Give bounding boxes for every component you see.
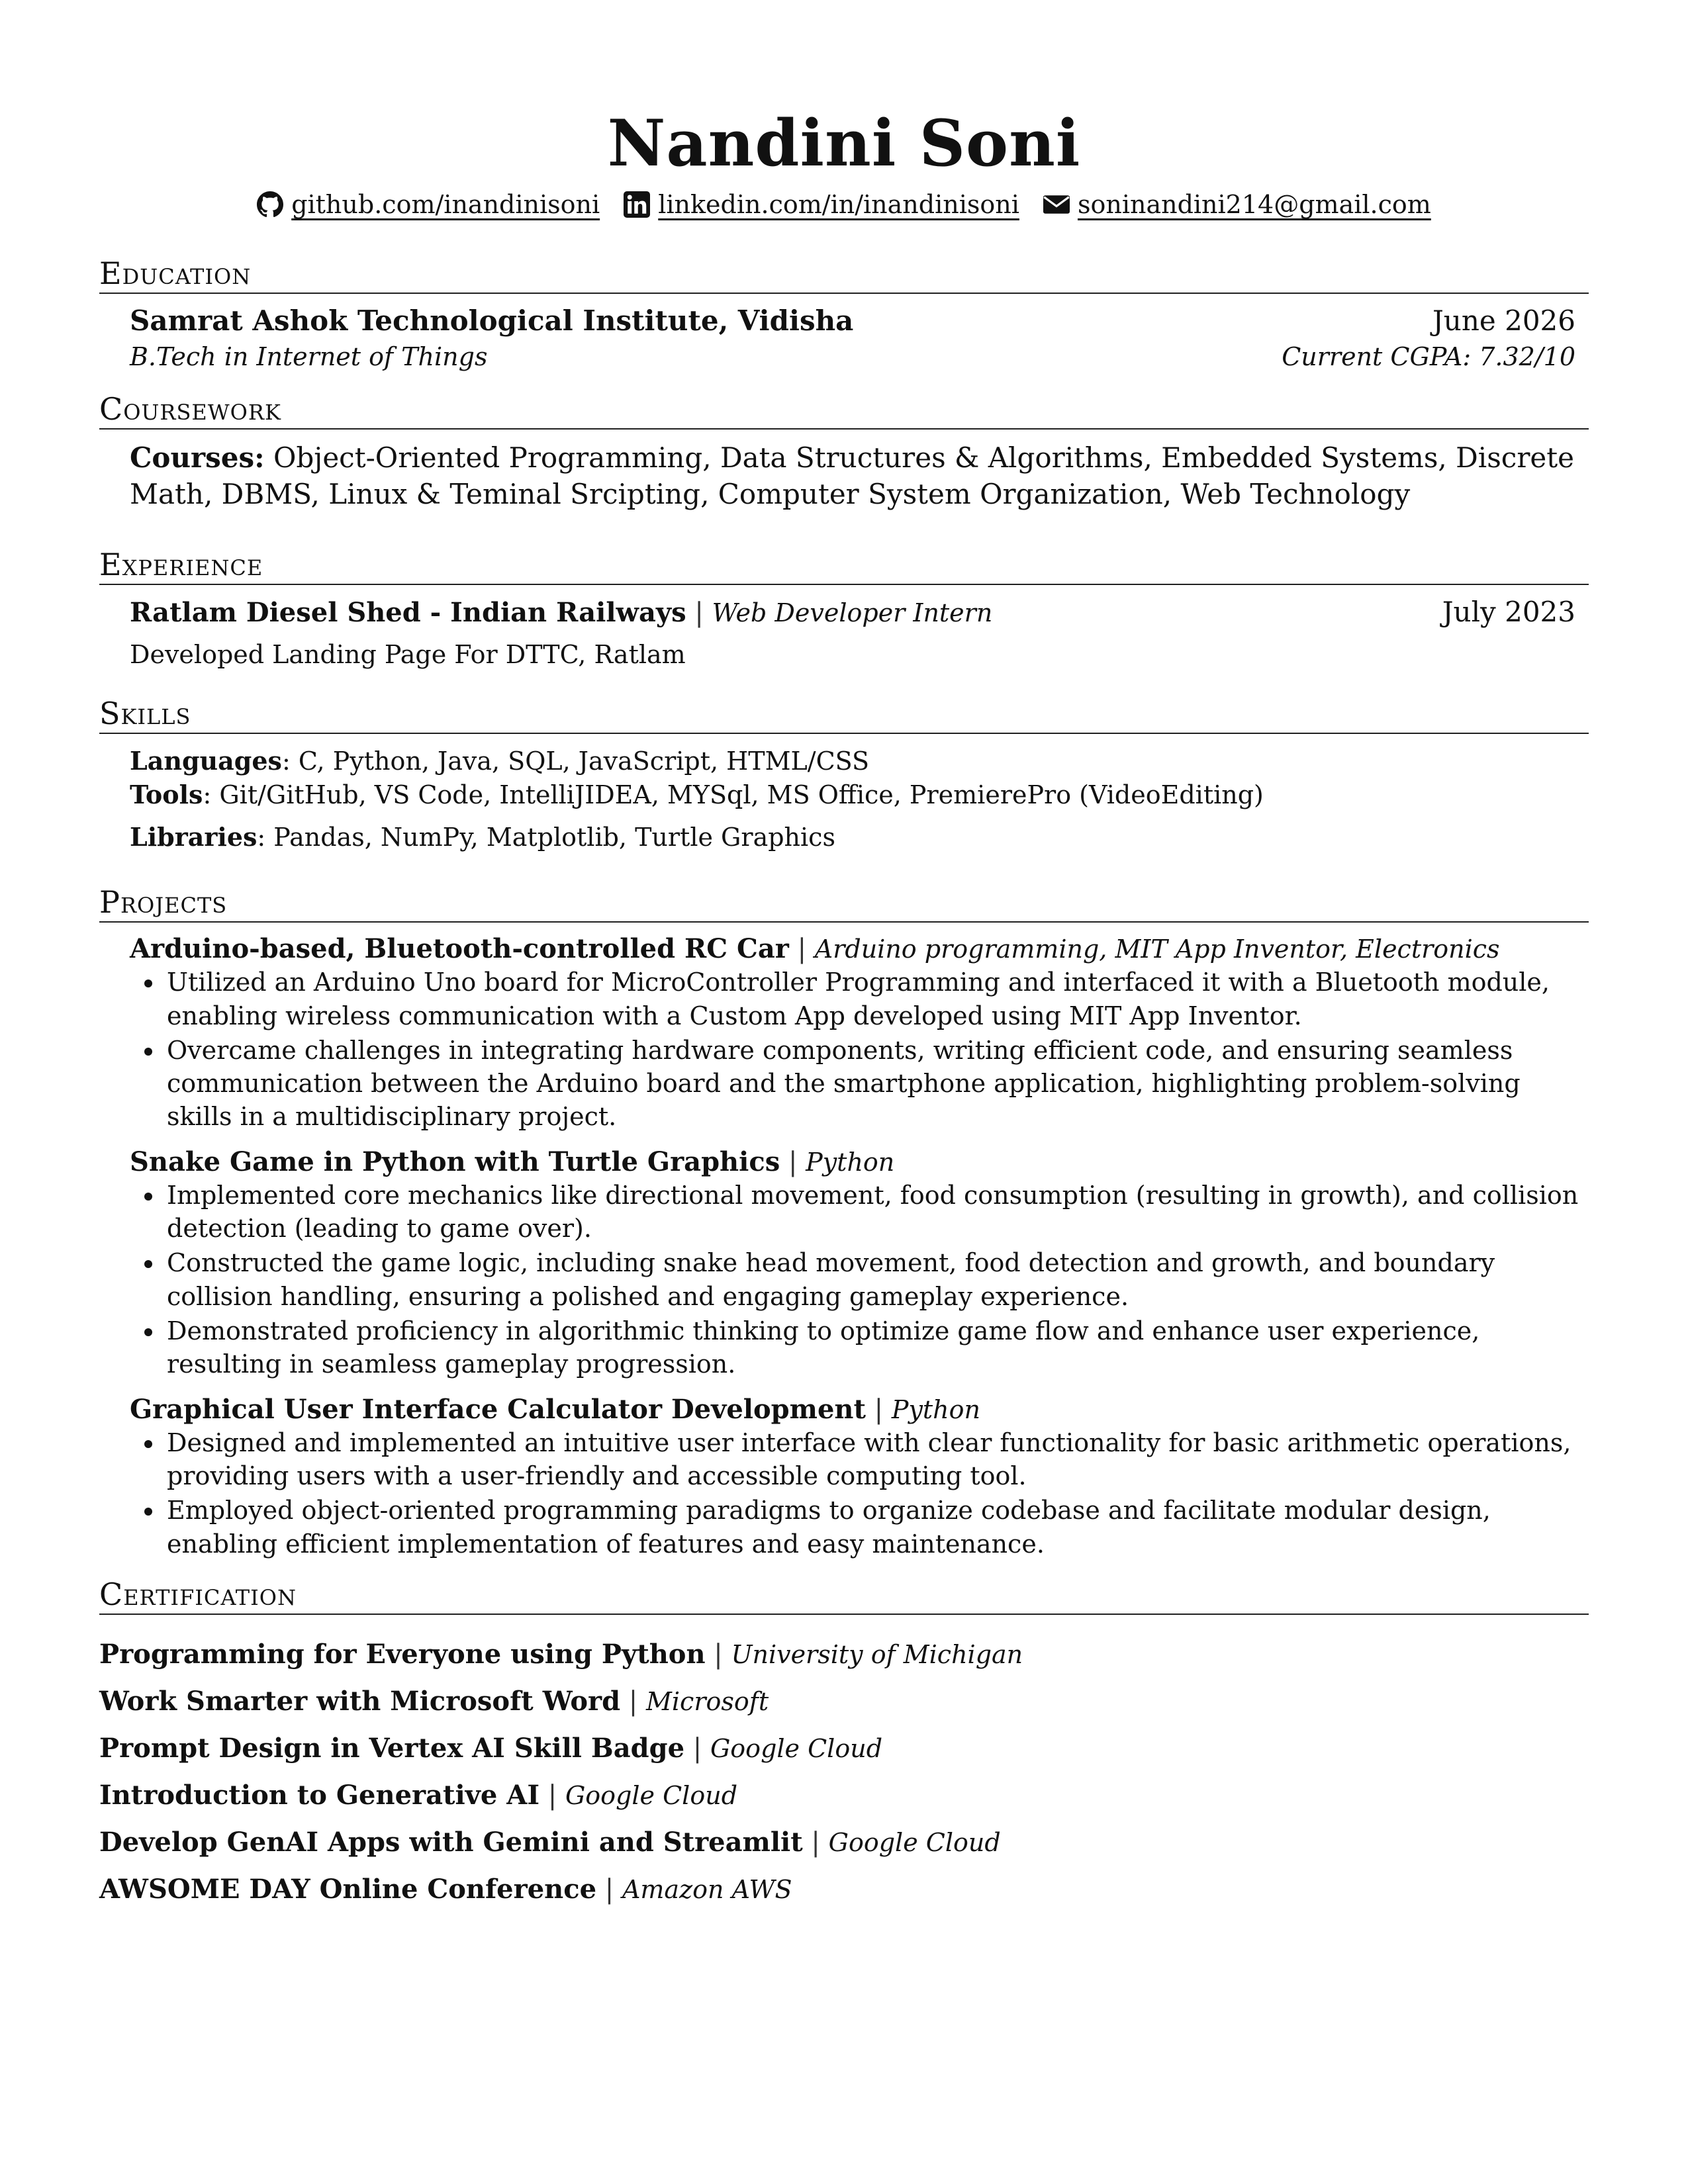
skills-languages: Languages: C, Python, Java, SQL, JavaScript, HTML/CSS <box>130 746 870 776</box>
linkedin-icon <box>624 191 650 218</box>
experience-section: Experience Ratlam Diesel Shed - Indian Railways | Web Developer Intern July 2023 Developed Landing Page For DTTC, Ratlam <box>99 547 1589 669</box>
degree: B.Tech in Internet of Things <box>130 342 488 371</box>
linkedin-contact <box>624 190 1019 219</box>
coursework-section <box>99 391 1589 512</box>
project-tech: Arduino programming, MIT App Inventor, Electronics <box>814 934 1500 964</box>
linkedin-link[interactable]: linkedin.com/in/inandinisoni <box>658 190 1019 219</box>
project-tech: Python <box>806 1148 895 1177</box>
project-bullet: • Implemented core mechanics like directional movement, food consumption (resulting in growth), and collision detection (leading to game over). <box>164 1179 1589 1245</box>
school-name: Samrat Ashok Technological Institute, Vidisha <box>130 304 854 337</box>
certification-item: Develop GenAI Apps with Gemini and Streamlit | Google Cloud <box>99 1826 1001 1858</box>
candidate-name: Nandini Soni <box>607 106 1081 181</box>
project-bullet: • Demonstrated proficiency in algorithmic thinking to optimize game flow and enhance user experience, resulting in seamless gameplay progression. <box>164 1314 1589 1381</box>
section-title: Experience <box>99 547 1589 585</box>
certification-section <box>99 1576 1589 1905</box>
job-role: Web Developer Intern <box>712 598 993 628</box>
envelope-icon <box>1043 191 1070 218</box>
project-tech: Python <box>891 1395 981 1425</box>
courses-list: Object-Oriented Programming, Data Structures & Algorithms, Embedded Systems, Discrete Math, DBMS, Linux & Teminal Srcipting, Computer System Organization, Web Technology <box>130 441 1574 510</box>
project-item: Arduino-based, Bluetooth-controlled RC Car | Arduino programming, MIT App Inventor, Electronics • Utilized an Arduino Uno board for MicroController Programming and interfaced it with a Bluetooth module, enabling wireless communication with a Custom App developed using MIT App Inventor. • Overcame challenges in integrating hardware components, writing efficient code, and ensuring seamless communication between the Arduino board and the smartphone application, highlighting problem-solving skills in a multidisciplinary project. <box>130 933 1589 1133</box>
project-name: Graphical User Interface Calculator Development <box>130 1394 866 1426</box>
certification-item: Work Smarter with Microsoft Word | Microsoft <box>99 1685 769 1717</box>
project-name: Arduino-based, Bluetooth-controlled RC Car <box>130 933 789 965</box>
skills-libraries: Libraries: Pandas, NumPy, Matplotlib, Turtle Graphics <box>130 821 835 852</box>
section-title: Projects <box>99 884 1589 923</box>
skills-section <box>99 696 1589 854</box>
gpa: Current CGPA: 7.32/10 <box>1282 342 1575 371</box>
graduation-date: June 2026 <box>1432 304 1575 337</box>
education-section <box>99 255 1589 371</box>
contact-bar <box>99 190 1589 224</box>
company-name: Ratlam Diesel Shed - Indian Railways <box>130 597 686 629</box>
project-bullet: • Overcame challenges in integrating hardware components, writing efficient code, and ensuring seamless communication between the Arduino board and the smartphone application, highlighting problem-solving skills in a multidisciplinary project. <box>164 1034 1589 1133</box>
project-item: Graphical User Interface Calculator Development | Python • Designed and implemented an intuitive user interface with clear functionality for basic arithmetic operations, providing users with a user-friendly and accessible computing tool. • Employed object-oriented programming paradigms to organize codebase and facilitate modular design, enabling efficient implementation of features and easy maintenance. <box>130 1394 1589 1561</box>
github-contact <box>257 190 600 219</box>
certification-item: Programming for Everyone using Python | University of Michigan <box>99 1638 1023 1670</box>
certification-item: AWSOME DAY Online Conference | Amazon AWS <box>99 1873 792 1905</box>
experience-description: Developed Landing Page For DTTC, Ratlam <box>130 640 686 670</box>
skills-tools: Tools: Git/GitHub, VS Code, IntelliJIDEA, MYSql, MS Office, PremierePro (VideoEditing) <box>130 779 1264 809</box>
email-link[interactable]: soninandini214@gmail.com <box>1077 190 1431 219</box>
github-icon <box>257 191 283 218</box>
projects-section <box>99 884 1589 1560</box>
section-title: Certification <box>99 1576 1589 1615</box>
certification-item: Introduction to Generative AI | Google Cloud <box>99 1779 738 1811</box>
project-name: Snake Game in Python with Turtle Graphics <box>130 1146 780 1178</box>
section-title: Education <box>99 255 1589 294</box>
project-bullet: • Utilized an Arduino Uno board for MicroController Programming and interfaced it with a Bluetooth module, enabling wireless communication with a Custom App developed using MIT App Inventor. <box>164 966 1589 1032</box>
project-bullet: • Constructed the game logic, including snake head movement, food detection and growth, and boundary collision handling, ensuring a polished and engaging gameplay experience. <box>164 1246 1589 1312</box>
section-title: Skills <box>99 696 1589 734</box>
github-link[interactable]: github.com/inandinisoni <box>291 190 600 219</box>
project-item: Snake Game in Python with Turtle Graphics | Python • Implemented core mechanics like directional movement, food consumption (resulting in growth), and collision detection (leading to game over). • Constructed the game logic, including snake head movement, food detection and growth, and boundary collision handling, ensuring a polished and engaging gameplay experience. • Demonstrated proficiency in algorithmic thinking to optimize game flow and enhance user experience, resulting in seamless gameplay progression. <box>130 1146 1589 1381</box>
resume-page <box>99 99 1589 1921</box>
section-title: Coursework <box>99 391 1589 430</box>
project-bullet: • Designed and implemented an intuitive user interface with clear functionality for basic arithmetic operations, providing users with a user-friendly and accessible computing tool. <box>164 1426 1589 1492</box>
experience-date: July 2023 <box>1442 596 1575 629</box>
certification-item: Prompt Design in Vertex AI Skill Badge | Google Cloud <box>99 1732 883 1764</box>
courses-label: Courses: <box>130 441 265 474</box>
email-contact <box>1043 190 1431 219</box>
project-bullet: • Employed object-oriented programming paradigms to organize codebase and facilitate modular design, enabling efficient implementation of features and easy maintenance. <box>164 1494 1589 1560</box>
courses-text <box>99 440 1589 512</box>
